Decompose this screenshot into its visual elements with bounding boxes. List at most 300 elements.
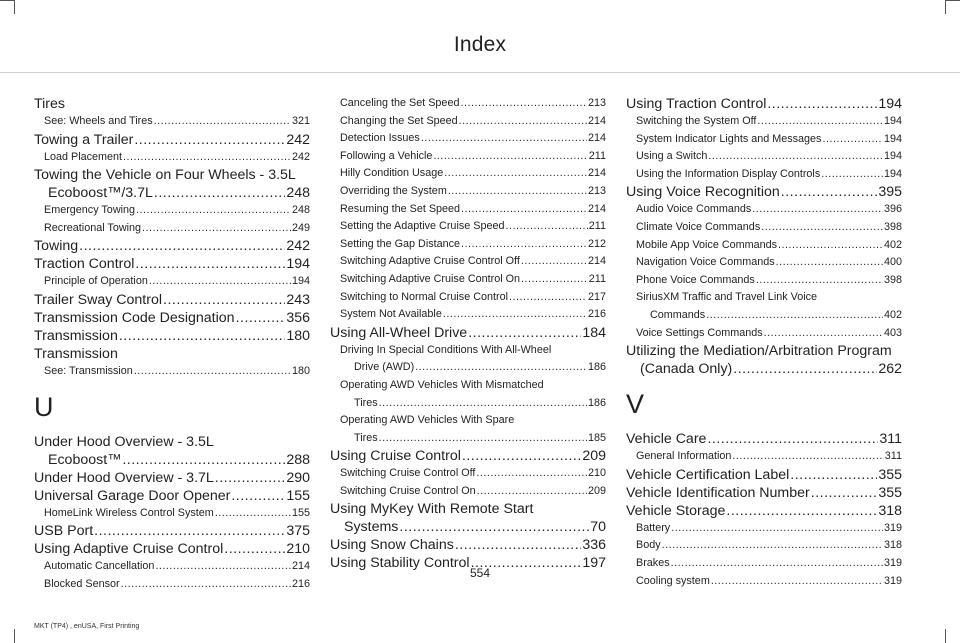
- entry-label: Towing: [34, 238, 79, 255]
- entry-label: Setting the Adaptive Cruise Speed: [340, 220, 505, 233]
- index-subentry: [626, 537, 902, 555]
- dot-leader: [154, 184, 285, 202]
- entry-label: Recreational Towing: [44, 221, 142, 234]
- entry-line: [636, 448, 902, 466]
- dot-leader: [708, 148, 883, 166]
- page-ref: 290: [286, 469, 310, 486]
- entry-label: Towing the Vehicle on Four Wheels - 3.5L: [34, 167, 296, 184]
- page-ref: 318: [878, 502, 902, 519]
- entry-line: [34, 469, 310, 487]
- index-subentry: [330, 113, 606, 131]
- page-ref: 211: [588, 149, 606, 162]
- entry-line: [626, 360, 902, 378]
- dot-leader: [399, 518, 589, 536]
- entry-line: [340, 253, 606, 271]
- dot-leader: [119, 327, 285, 345]
- page-ref: 355: [878, 484, 902, 501]
- entry-line: [636, 131, 902, 149]
- index-subentry: [34, 149, 310, 167]
- page-ref: 180: [286, 327, 310, 344]
- entry-label: Vehicle Certification Label: [626, 466, 790, 483]
- page-ref: 155: [291, 506, 310, 519]
- entry-label: Vehicle Care: [626, 431, 707, 448]
- entry-line: [340, 113, 606, 131]
- dot-leader: [448, 183, 587, 201]
- crop-mark: [0, 0, 14, 1]
- entry-line: [340, 271, 606, 289]
- index-subentry: [626, 254, 902, 272]
- entry-label-continued: Commands: [650, 308, 706, 321]
- entry-label-continued: (Canada Only): [640, 361, 733, 378]
- entry-label: HomeLink Wireless Control System: [44, 506, 214, 519]
- entry-label: System Not Available: [340, 308, 442, 321]
- page-ref: 319: [883, 556, 902, 569]
- entry-label: Brakes: [636, 556, 670, 569]
- entry-line: [34, 522, 310, 540]
- entry-line: [636, 520, 902, 538]
- index-entry: [34, 327, 310, 345]
- page-ref: 242: [286, 131, 310, 148]
- entry-line: [340, 95, 606, 113]
- entry-label: Vehicle Identification Number: [626, 484, 810, 501]
- entry-line: [34, 184, 310, 202]
- entry-line: [330, 536, 606, 554]
- page-ref: 194: [883, 150, 902, 163]
- entry-line: [636, 219, 902, 237]
- index-subentry: [626, 201, 902, 219]
- page-ref: 210: [286, 541, 310, 558]
- entry-label: Using Voice Recognition: [626, 184, 780, 201]
- index-subentry: [330, 95, 606, 113]
- index-entry: [34, 166, 310, 202]
- dot-leader: [462, 447, 581, 465]
- entry-line: [44, 202, 310, 220]
- index-subentry: [330, 271, 606, 289]
- page-ref: 211: [588, 220, 606, 233]
- entry-line: [34, 291, 310, 309]
- page-ref: 212: [587, 237, 606, 250]
- index-subentry: [330, 165, 606, 183]
- entry-line: [34, 131, 310, 149]
- page-ref: 214: [587, 202, 606, 215]
- dot-leader: [94, 522, 285, 540]
- index-section-letter: U: [34, 391, 54, 422]
- page-ref: 311: [884, 450, 902, 463]
- dot-leader: [706, 307, 883, 325]
- page-ref: 396: [883, 203, 902, 216]
- dot-leader: [822, 131, 883, 149]
- index-entry: [626, 183, 902, 201]
- page-ref: 319: [883, 521, 902, 534]
- entry-line: [340, 483, 606, 501]
- entry-line: [636, 307, 902, 325]
- dot-leader: [756, 272, 883, 290]
- index-subentry: [626, 289, 902, 324]
- index-entry: [34, 95, 310, 113]
- page-ref: 375: [286, 523, 310, 540]
- entry-label: Traction Control: [34, 256, 135, 273]
- index-subentry: [330, 306, 606, 324]
- page-ref: 262: [878, 361, 902, 378]
- entry-label: Switching the System Off: [636, 115, 757, 127]
- entry-line: [636, 201, 902, 219]
- dot-leader: [444, 165, 587, 183]
- page-ref: 356: [286, 309, 310, 326]
- index-subentry: [626, 131, 902, 149]
- page-ref: 318: [883, 539, 902, 552]
- index-subentry: [34, 505, 310, 523]
- index-subentry: [626, 325, 902, 343]
- page-ref: 336: [582, 537, 606, 554]
- page-ref: 402: [883, 308, 902, 321]
- entry-label: Using the Information Display Controls: [636, 167, 821, 180]
- entry-label: Switching Cruise Control Off: [340, 467, 476, 480]
- index-subentry: [330, 201, 606, 219]
- dot-leader: [135, 255, 285, 273]
- entry-label: Climate Voice Commands: [636, 220, 761, 233]
- page-ref: 214: [587, 255, 606, 268]
- crop-mark: [945, 0, 946, 14]
- entry-label: See: Transmission: [44, 364, 133, 377]
- dot-leader: [733, 360, 877, 378]
- page-ref: 214: [587, 132, 606, 145]
- page-ref: 194: [883, 115, 902, 127]
- entry-label: Mobile App Voice Commands: [636, 238, 778, 251]
- entry-line: [636, 113, 902, 131]
- index-entry: [34, 255, 310, 273]
- entry-label: Transmission Code Designation: [34, 309, 235, 326]
- page-ref: 194: [883, 132, 902, 145]
- page-ref: 213: [587, 97, 606, 109]
- entry-line: [626, 183, 902, 201]
- dot-leader: [134, 131, 285, 149]
- dot-leader: [236, 309, 286, 327]
- dot-leader: [811, 484, 878, 502]
- page-ref: 248: [286, 185, 310, 202]
- entry-line: [34, 487, 310, 505]
- page-ref: 184: [582, 324, 606, 341]
- index-subentry: [330, 483, 606, 501]
- entry-label: Hilly Condition Usage: [340, 167, 444, 180]
- page-ref: 242: [286, 238, 310, 255]
- dot-leader: [123, 149, 291, 167]
- page-ref: 194: [291, 275, 310, 288]
- index-subentry: [330, 148, 606, 166]
- dot-leader: [662, 537, 883, 555]
- page-number: 554: [469, 566, 491, 580]
- entry-line: [330, 324, 606, 342]
- index-entry: [34, 469, 310, 487]
- page-ref: 243: [286, 291, 310, 308]
- entry-line: [340, 289, 606, 307]
- page-ref: 321: [291, 115, 310, 127]
- page-ref: 249: [291, 221, 310, 234]
- entry-label: Transmission: [34, 345, 118, 362]
- index-subentry: [34, 202, 310, 220]
- dot-leader: [778, 237, 883, 255]
- entry-label: Voice Settings Commands: [636, 326, 763, 339]
- entry-label: Resuming the Set Speed: [340, 202, 461, 215]
- entry-label: USB Port: [34, 523, 94, 540]
- entry-label: Switching to Normal Cruise Control: [340, 290, 509, 303]
- dot-leader: [781, 183, 878, 201]
- entry-label: Body: [636, 539, 661, 552]
- entry-line: [636, 272, 902, 290]
- dot-leader: [521, 271, 588, 289]
- entry-label: Using MyKey With Remote Start: [330, 501, 534, 518]
- entry-line: [34, 327, 310, 345]
- index-entry: [626, 484, 902, 502]
- entry-line: [330, 447, 606, 465]
- index-entry: [34, 237, 310, 255]
- page-ref: 403: [883, 326, 902, 339]
- entry-label: Navigation Voice Commands: [636, 256, 775, 269]
- entry-label: Under Hood Overview - 3.5L: [34, 433, 214, 450]
- entry-label: Universal Garage Door Opener: [34, 487, 231, 504]
- entry-label: Towing a Trailer: [34, 131, 134, 148]
- dot-leader: [505, 218, 587, 236]
- index-subentry: [626, 113, 902, 131]
- entry-line: [34, 540, 310, 558]
- entry-label-continued: Tires: [354, 396, 378, 409]
- index-subentry: [34, 113, 310, 131]
- page-ref: 395: [878, 184, 902, 201]
- index-entry: [626, 95, 902, 113]
- entry-label: Transmission: [34, 327, 118, 344]
- entry-label: SiriusXM Traffic and Travel Link Voice: [636, 291, 818, 304]
- entry-label: Using Snow Chains: [330, 537, 454, 554]
- entry-label: Operating AWD Vehicles With Mismatched: [340, 378, 544, 391]
- dot-leader: [215, 505, 291, 523]
- index-subentry: [330, 289, 606, 307]
- page-ref: 194: [286, 256, 310, 273]
- entry-label-continued: Systems: [344, 519, 399, 536]
- entry-label: Using Traction Control: [626, 96, 767, 112]
- entry-label: Under Hood Overview - 3.7L: [34, 469, 214, 486]
- dot-leader: [122, 451, 285, 469]
- index-subentry: [330, 465, 606, 483]
- page-ref: 209: [582, 448, 606, 465]
- entry-line: [34, 451, 310, 469]
- dot-leader: [459, 113, 587, 131]
- dot-leader: [455, 536, 582, 554]
- entry-line: [636, 237, 902, 255]
- entry-label: Switching Cruise Control On: [340, 484, 476, 497]
- dot-leader: [671, 520, 883, 538]
- page-ref: 398: [883, 220, 902, 233]
- entry-line: [340, 359, 606, 377]
- entry-label: Utilizing the Mediation/Arbitration Program: [626, 343, 892, 360]
- page-ref: 209: [587, 484, 606, 497]
- page-ref: 355: [878, 466, 902, 483]
- dot-leader: [726, 502, 877, 520]
- index-subentry: [330, 253, 606, 271]
- entry-label: Tires: [34, 96, 66, 112]
- dot-leader: [79, 237, 285, 255]
- entry-label: Using a Switch: [636, 150, 708, 163]
- index-entry: [34, 291, 310, 309]
- dot-leader: [415, 359, 587, 377]
- entry-line: [340, 165, 606, 183]
- page-ref: 186: [587, 396, 606, 409]
- index-entry: [330, 536, 606, 554]
- index-subentry: [626, 219, 902, 237]
- entry-line: [636, 166, 902, 184]
- dot-leader: [379, 430, 587, 448]
- entry-line: [626, 484, 902, 502]
- page-ref: 155: [286, 487, 310, 504]
- index-subentry: [626, 520, 902, 538]
- dot-leader: [468, 324, 581, 342]
- index-entry: [34, 131, 310, 149]
- crop-mark: [14, 0, 15, 14]
- dot-leader: [154, 113, 291, 131]
- dot-leader: [509, 289, 587, 307]
- print-footer: MKT (TP4) , enUSA, First Printing: [34, 623, 140, 630]
- page-ref: 402: [883, 238, 902, 251]
- dot-leader: [790, 466, 877, 484]
- dot-leader: [707, 430, 878, 448]
- dot-leader: [379, 395, 587, 413]
- entry-line: [44, 113, 310, 131]
- entry-label: Setting the Gap Distance: [340, 237, 461, 250]
- index-entry: [626, 502, 902, 520]
- entry-line: [44, 149, 310, 167]
- entry-line: [340, 236, 606, 254]
- page-ref: 242: [291, 150, 310, 163]
- entry-line: [636, 254, 902, 272]
- dot-leader: [149, 273, 291, 291]
- dot-leader: [433, 148, 587, 166]
- page-ref: 216: [587, 308, 606, 321]
- page-ref: 197: [582, 555, 606, 572]
- page-ref: 213: [587, 184, 606, 197]
- entry-line: [340, 218, 606, 236]
- entry-label: See: Wheels and Tires: [44, 115, 153, 127]
- entry-line: [340, 183, 606, 201]
- dot-leader: [460, 95, 587, 113]
- entry-label: Vehicle Storage: [626, 502, 726, 519]
- dot-leader: [764, 325, 883, 343]
- index-entry: [330, 447, 606, 465]
- entry-line: [34, 309, 310, 327]
- page-ref: 216: [291, 577, 310, 590]
- entry-line: [626, 466, 902, 484]
- page-ref: 288: [286, 451, 310, 468]
- entry-label: Using Adaptive Cruise Control: [34, 541, 224, 558]
- page-ref: 180: [291, 364, 310, 377]
- page-title: Index: [453, 33, 507, 56]
- entry-label: Changing the Set Speed: [340, 114, 458, 127]
- index-entry: [626, 342, 902, 378]
- entry-label: Detection Issues: [340, 132, 420, 145]
- index-column-1: [34, 95, 310, 593]
- dot-leader: [761, 219, 883, 237]
- dot-leader: [476, 465, 587, 483]
- entry-line: [626, 502, 902, 520]
- page-ref: 185: [587, 431, 606, 444]
- entry-label: Blocked Sensor: [44, 577, 120, 590]
- index-column-2: [330, 95, 606, 572]
- dot-leader: [732, 448, 883, 466]
- entry-line: [636, 537, 902, 555]
- entry-line: [340, 201, 606, 219]
- entry-line: [626, 430, 902, 448]
- entry-line: [340, 148, 606, 166]
- entry-label: Load Placement: [44, 150, 123, 163]
- entry-line: [44, 220, 310, 238]
- index-subentry: [330, 377, 606, 412]
- page-ref: 311: [879, 431, 902, 448]
- entry-label-continued: Tires: [354, 431, 378, 444]
- page-ref: 210: [587, 467, 606, 480]
- index-subentry: [330, 236, 606, 254]
- dot-leader: [477, 483, 587, 501]
- entry-label: Canceling the Set Speed: [340, 97, 460, 109]
- dot-leader: [136, 202, 291, 220]
- crop-mark: [946, 0, 960, 1]
- entry-line: [34, 237, 310, 255]
- page-ref: 211: [588, 272, 606, 285]
- entry-label-continued: Ecoboost™/3.7L: [48, 185, 153, 202]
- index-subentry: [330, 412, 606, 447]
- entry-label: Principle of Operation: [44, 275, 148, 288]
- page-ref: 194: [878, 96, 902, 112]
- index-entry: [34, 345, 310, 363]
- index-subentry: [626, 148, 902, 166]
- dot-leader: [461, 236, 587, 254]
- page-ref: 217: [587, 290, 606, 303]
- index-entry: [330, 500, 606, 536]
- entry-line: [340, 395, 606, 413]
- page-ref: 194: [883, 167, 902, 180]
- index-entry: [330, 324, 606, 342]
- index-entry: [34, 487, 310, 505]
- entry-label: Trailer Sway Control: [34, 291, 162, 308]
- entry-label: Following a Vehicle: [340, 149, 433, 162]
- entry-line: [44, 273, 310, 291]
- index-entry: [626, 430, 902, 448]
- entry-label: Emergency Towing: [44, 204, 136, 217]
- dot-leader: [757, 113, 883, 131]
- crop-mark: [945, 629, 946, 643]
- dot-leader: [821, 166, 883, 184]
- entry-label: System Indicator Lights and Messages: [636, 132, 822, 145]
- dot-leader: [142, 220, 291, 238]
- dot-leader: [461, 201, 587, 219]
- dot-leader: [134, 363, 291, 381]
- entry-label-continued: Ecoboost™: [48, 451, 122, 468]
- entry-label: Operating AWD Vehicles With Spare: [340, 414, 515, 427]
- index-subentry: [626, 448, 902, 466]
- index-subentry: [330, 183, 606, 201]
- page-ref: 214: [291, 560, 310, 573]
- dot-leader: [215, 469, 286, 487]
- entry-line: [330, 518, 606, 536]
- index-subentry: [34, 220, 310, 238]
- index-subentry: [626, 166, 902, 184]
- dot-leader: [421, 130, 587, 148]
- entry-label: Cooling system: [636, 574, 710, 587]
- index-entry: [34, 540, 310, 558]
- page-ref: 248: [291, 204, 310, 217]
- index-entry: [34, 309, 310, 327]
- entry-label: Driving In Special Conditions With All-Wheel: [340, 343, 552, 356]
- index-entry: [626, 466, 902, 484]
- crop-mark: [14, 629, 15, 643]
- page-ref: 400: [883, 256, 902, 269]
- index-subentry: [34, 363, 310, 381]
